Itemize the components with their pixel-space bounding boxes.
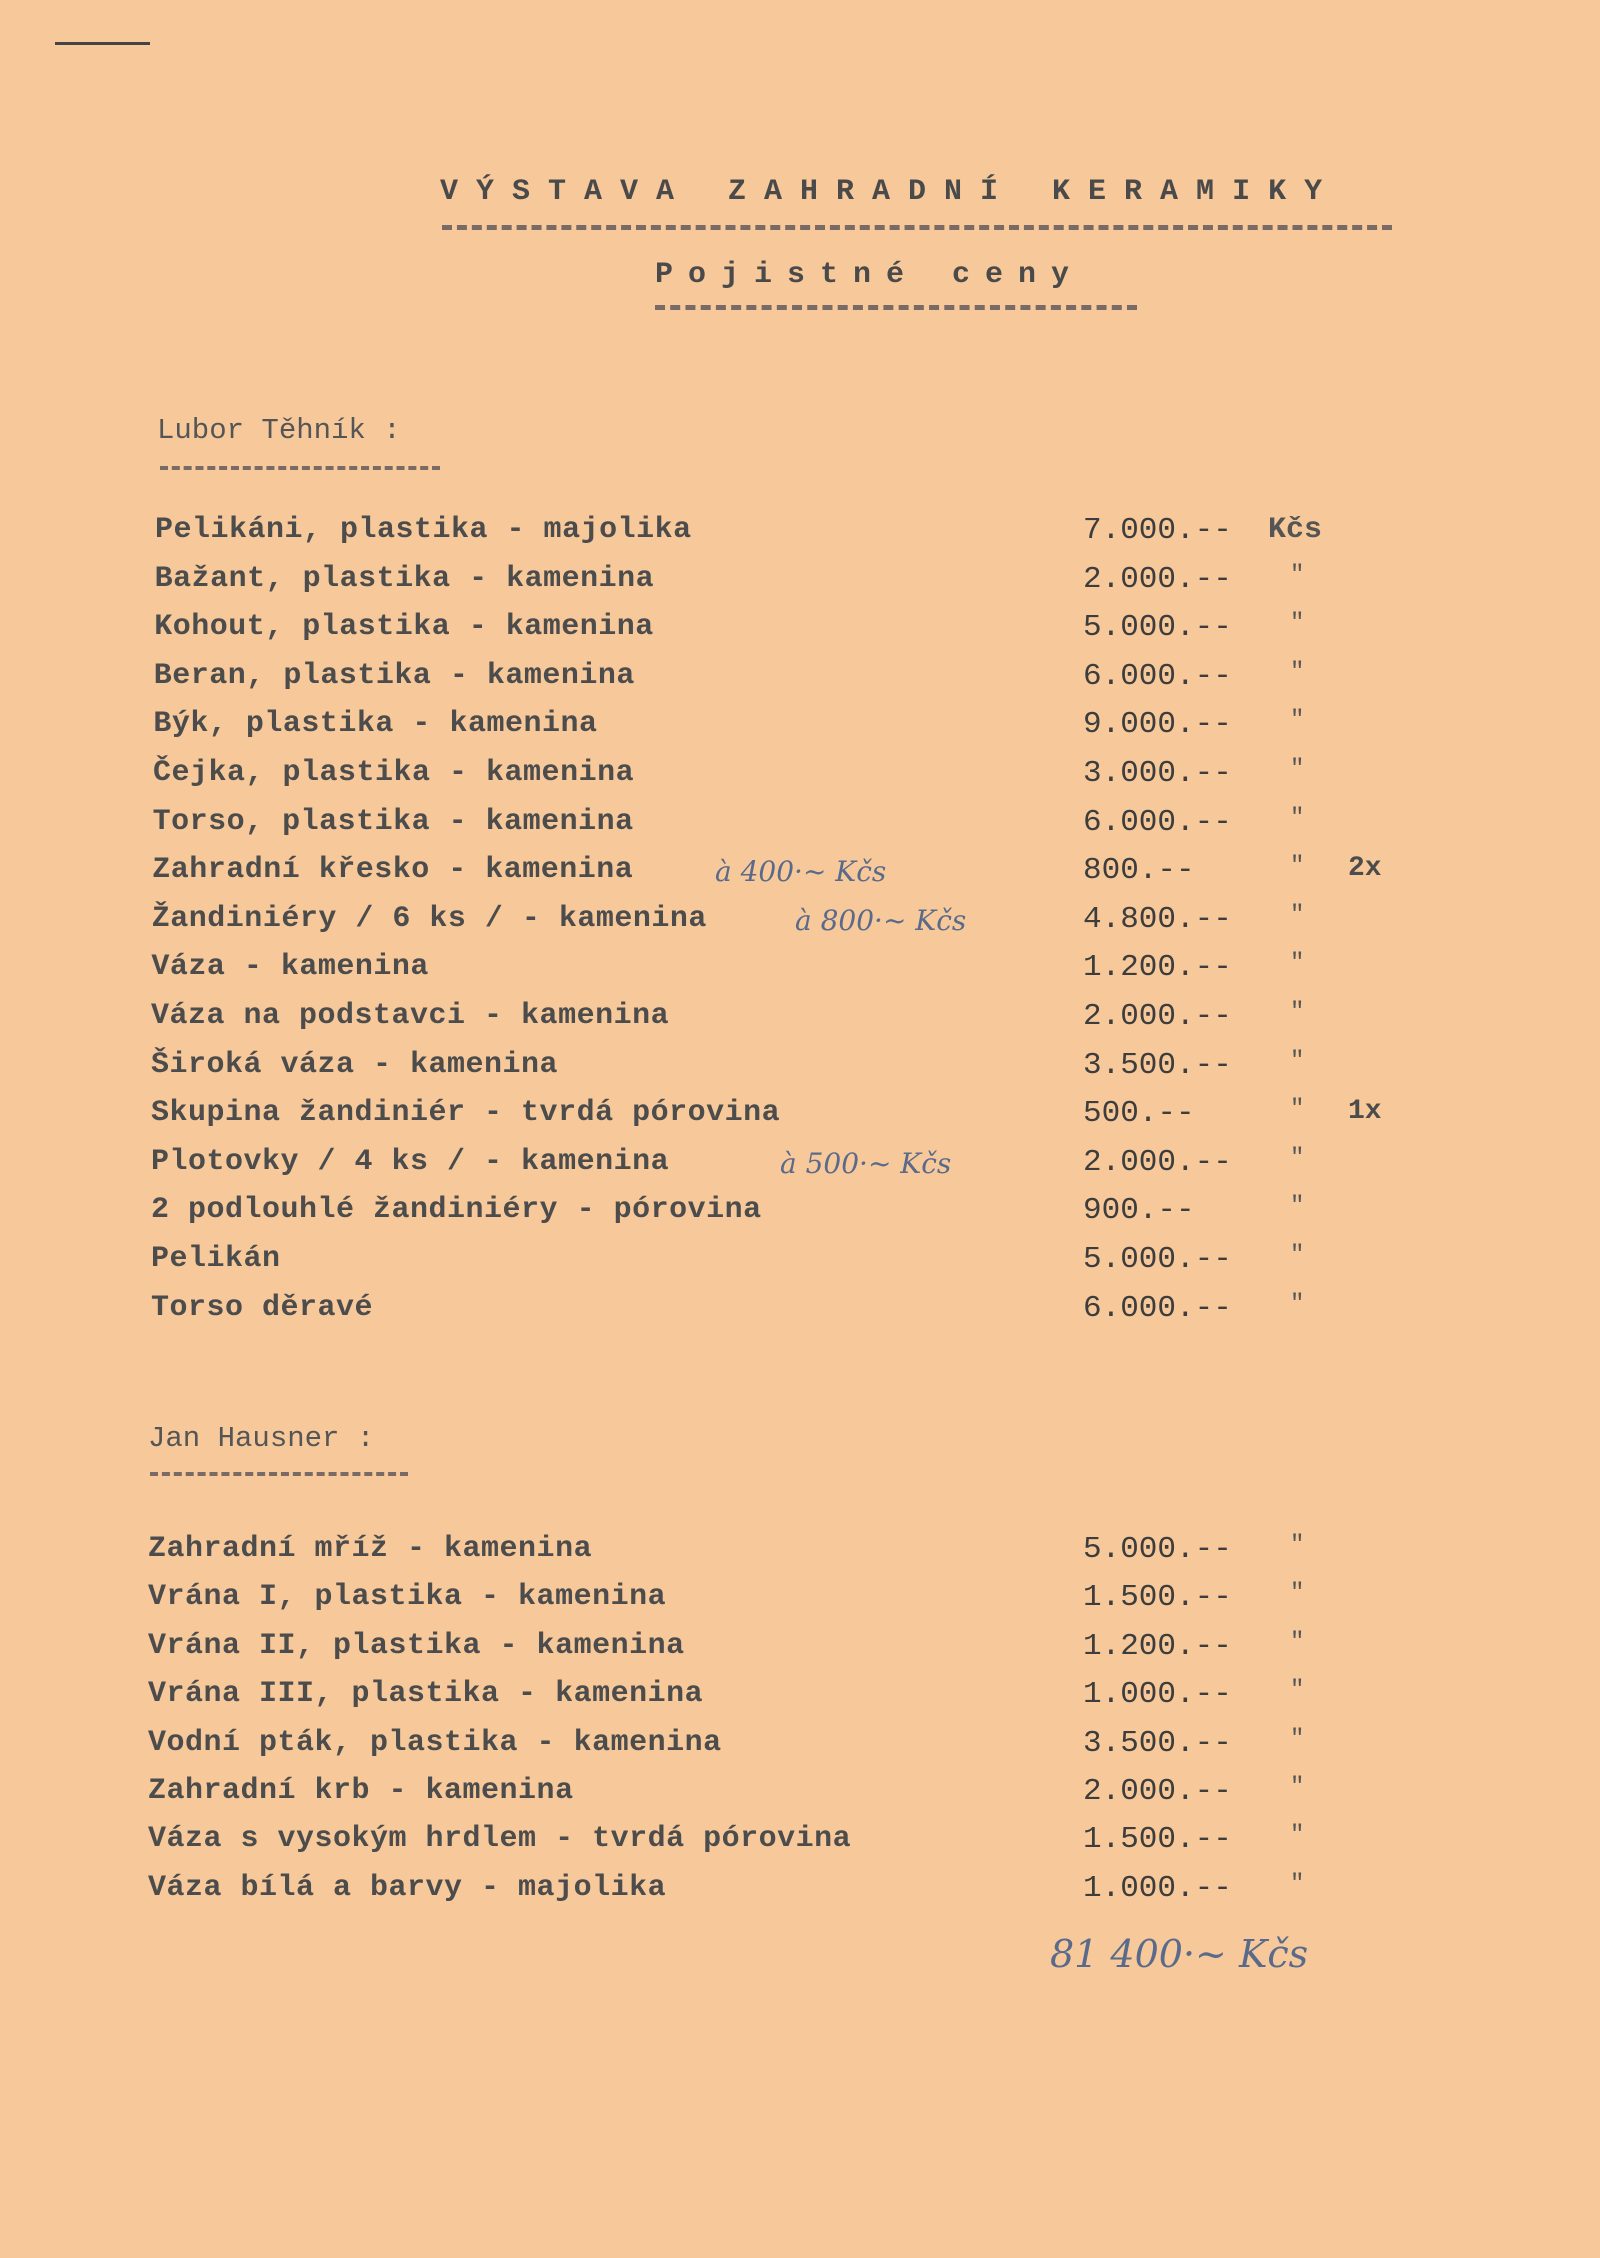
item-price: 3.000.-- [1083, 756, 1232, 791]
section-underline-2 [150, 1472, 408, 1476]
currency-unit: " [1290, 1580, 1305, 1608]
section-author-2: Jan Hausner : [148, 1422, 375, 1455]
item-price: 2.000.-- [1083, 999, 1232, 1034]
item-price: 6.000.-- [1083, 658, 1232, 694]
item-price: 2.000.-- [1083, 1144, 1232, 1180]
item-quantity: 2x [1348, 853, 1382, 885]
item-price: 5.000.-- [1083, 610, 1232, 646]
table-row [0, 610, 1600, 658]
table-row [0, 1145, 1600, 1193]
table-row [0, 999, 1600, 1047]
currency-unit: " [1290, 1725, 1305, 1753]
table-row [0, 950, 1600, 998]
item-name: Pelikán [151, 1242, 281, 1276]
currency-unit: " [1290, 950, 1305, 978]
item-price: 800.-- [1083, 853, 1195, 889]
item-name: Býk, plastika - kamenina [153, 707, 598, 742]
item-price: 6.000.-- [1083, 1290, 1232, 1326]
currency-unit: Kčs [1268, 513, 1323, 547]
item-name: Zahradní krb - kamenina [148, 1774, 574, 1808]
section-author-1: Lubor Těhník : [157, 414, 401, 447]
currency-unit: " [1290, 756, 1305, 783]
item-name: Vrána III, plastika - kamenina [148, 1677, 704, 1712]
currency-unit: " [1290, 1193, 1305, 1221]
item-name: Zahradní mříž - kamenina [148, 1532, 593, 1566]
item-price: 1.500.-- [1083, 1580, 1232, 1616]
item-name: Pelikáni, plastika - majolika [155, 513, 692, 547]
currency-unit: " [1290, 1096, 1305, 1124]
document-subtitle: Pojistné ceny [655, 258, 1085, 292]
item-quantity: 1x [1348, 1096, 1382, 1128]
item-name: Torso děravé [151, 1290, 374, 1325]
item-name: Zahradní křesko - kamenina [152, 853, 634, 888]
currency-unit: " [1290, 1242, 1305, 1269]
item-name: Váza na podstavci - kamenina [151, 999, 670, 1033]
item-name: Žandiniéry / 6 ks / - kamenina [151, 901, 707, 936]
item-price: 7.000.-- [1083, 513, 1232, 548]
handwritten-unit-note: à 400·~ Kčs [715, 855, 887, 889]
item-price: 9.000.-- [1083, 707, 1232, 743]
item-name: Vrána I, plastika - kamenina [148, 1580, 667, 1615]
item-name: Skupina žandiniér - tvrdá pórovina [151, 1096, 781, 1131]
currency-unit: " [1290, 901, 1305, 929]
table-row [0, 513, 1600, 561]
item-name: Kohout, plastika - kamenina [154, 610, 654, 645]
table-row [0, 1096, 1600, 1144]
currency-unit: " [1290, 1870, 1305, 1898]
currency-unit: " [1290, 1774, 1305, 1801]
currency-unit: " [1290, 1144, 1305, 1172]
item-name: Beran, plastika - kamenina [153, 658, 635, 693]
table-row [0, 902, 1600, 950]
currency-unit: " [1290, 610, 1305, 638]
table-row [0, 1580, 1600, 1628]
item-name: Váza bílá a barvy - majolika [148, 1870, 667, 1905]
item-name: Váza - kamenina [151, 950, 429, 985]
table-row [0, 756, 1600, 804]
currency-unit: " [1290, 1290, 1305, 1318]
item-price: 1.500.-- [1083, 1822, 1232, 1858]
item-price: 4.800.-- [1083, 901, 1232, 937]
table-row [0, 1291, 1600, 1339]
table-row [0, 853, 1600, 901]
item-price: 1.200.-- [1083, 950, 1232, 986]
currency-unit: " [1290, 658, 1305, 686]
table-row [0, 1242, 1600, 1290]
table-row [0, 1871, 1600, 1919]
handwritten-total: 81 400·~ Kčs [1050, 1932, 1309, 1976]
subtitle-underline [655, 305, 1137, 310]
table-row [0, 659, 1600, 707]
item-price: 1.200.-- [1083, 1628, 1232, 1664]
currency-unit: " [1290, 707, 1305, 735]
currency-unit: " [1290, 853, 1305, 881]
currency-unit: " [1290, 804, 1305, 832]
currency-unit: " [1290, 1532, 1305, 1559]
item-price: 3.500.-- [1083, 1047, 1232, 1083]
item-price: 1.000.-- [1083, 1677, 1232, 1713]
table-row [0, 707, 1600, 755]
item-price: 5.000.-- [1083, 1532, 1232, 1567]
item-name: 2 podlouhlé žandiniéry - pórovina [151, 1193, 762, 1228]
item-price: 3.500.-- [1083, 1725, 1232, 1761]
item-price: 5.000.-- [1083, 1242, 1232, 1277]
document-title: VÝSTAVA ZAHRADNÍ KERAMIKY [440, 175, 1341, 209]
handwritten-unit-note: à 500·~ Kčs [780, 1146, 952, 1180]
currency-unit: " [1290, 1822, 1305, 1850]
currency-unit: " [1290, 1047, 1305, 1075]
item-price: 1.000.-- [1083, 1870, 1232, 1906]
table-row [0, 805, 1600, 853]
table-row [0, 1048, 1600, 1096]
table-row [0, 1532, 1600, 1580]
item-name: Torso, plastika - kamenina [152, 804, 634, 839]
title-underline [442, 225, 1392, 230]
currency-unit: " [1290, 999, 1305, 1026]
item-price: 900.-- [1083, 1193, 1195, 1229]
table-row [0, 1822, 1600, 1870]
item-price: 500.-- [1083, 1096, 1195, 1132]
item-price: 2.000.-- [1083, 561, 1232, 597]
item-name: Plotovky / 4 ks / - kamenina [151, 1144, 670, 1179]
item-name: Čejka, plastika - kamenina [153, 756, 635, 790]
table-row [0, 1774, 1600, 1822]
item-price: 2.000.-- [1083, 1774, 1232, 1809]
handwritten-unit-note: à 800·~ Kčs [795, 903, 967, 937]
corner-mark [55, 42, 150, 45]
item-name: Vrána II, plastika - kamenina [148, 1628, 685, 1663]
currency-unit: " [1290, 561, 1305, 589]
table-row [0, 1629, 1600, 1677]
item-name: Široká váza - kamenina [151, 1047, 559, 1082]
item-price: 6.000.-- [1083, 804, 1232, 840]
section-underline-1 [160, 466, 440, 470]
table-row [0, 562, 1600, 610]
currency-unit: " [1290, 1677, 1305, 1705]
table-row [0, 1726, 1600, 1774]
item-name: Vodní pták, plastika - kamenina [148, 1725, 722, 1760]
currency-unit: " [1290, 1628, 1305, 1656]
item-name: Bažant, plastika - kamenina [154, 561, 655, 596]
item-name: Váza s vysokým hrdlem - tvrdá pórovina [148, 1822, 852, 1857]
table-row [0, 1677, 1600, 1725]
table-row [0, 1193, 1600, 1241]
